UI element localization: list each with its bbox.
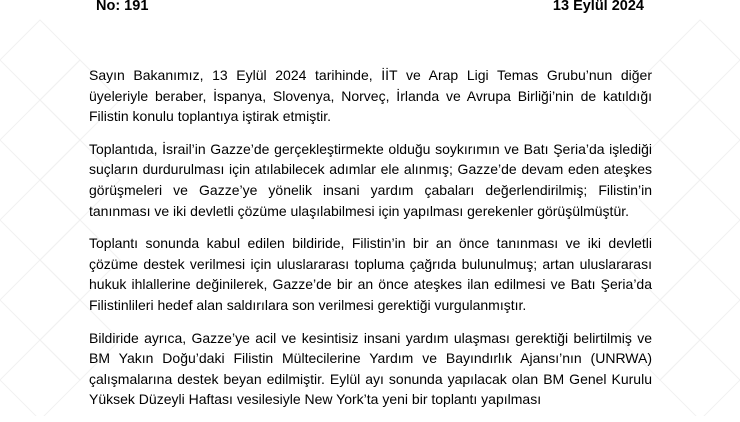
body-paragraph: Bildiride ayrıca, Gazze’ye acil ve kesintisiz insani yardım ulaşması gerektiği belirtilmiş ve BM Yakın Doğu’daki Filistin Mültecilerine Yardım ve Bayındırlık Ajansı’nın (UNRWA) çalışmalarına destek beyan edilmiştir. Eylül ayı sonunda yapılacak olan BM Genel Kurulu Yüksek Düzeyli Haftası vesilesiyle New York’ta yeni bir toplantı yapılması <box>89 329 652 408</box>
body-paragraph: Sayın Bakanımız, 13 Eylül 2024 tarihinde, İİT ve Arap Ligi Temas Grubu’nun diğer üyeleriyle beraber, İspanya, Slovenya, Norveç, İrlanda ve Avrupa Birliği’nin de katıldığı Filistin konulu toplantıya iştirak etmiştir. <box>89 67 652 125</box>
statement-date: 13 Eylül 2024 <box>552 0 644 14</box>
statement-body <box>89 65 652 422</box>
body-paragraph: Toplantı sonunda kabul edilen bildiride, Filistin’in bir an önce tanınması ve iki devletli çözüme destek verilmesi için uluslararası topluma çağrıda bulunulmuş; artan uluslararası hukuk ihlallerine değinilerek, Gazze’de bir an önce ateşkes ilan edilmesi ve Batı Şeria’da Filistinlileri hedef alan saldırılara son verilmesi gerektiği vurgulanmıştır. <box>89 235 652 313</box>
statement-number: No: 191 <box>96 0 149 14</box>
body-paragraph: Toplantıda, İsrail’in Gazze’de gerçekleştirmekte olduğu soykırımın ve Batı Şeria’da işlediği suçların durdurulması için atılabilecek adımlar ele alınmış; Gazze’de devam eden ateşkes görüşmeleri ve Gazze’ye yönelik insani yardım çabaları değerlendirilmiş; Filistin’in tanınması ve iki devletli çözüme ulaşılabilmesi için yapılması gerekenler görüşülmüştür. <box>89 140 652 219</box>
